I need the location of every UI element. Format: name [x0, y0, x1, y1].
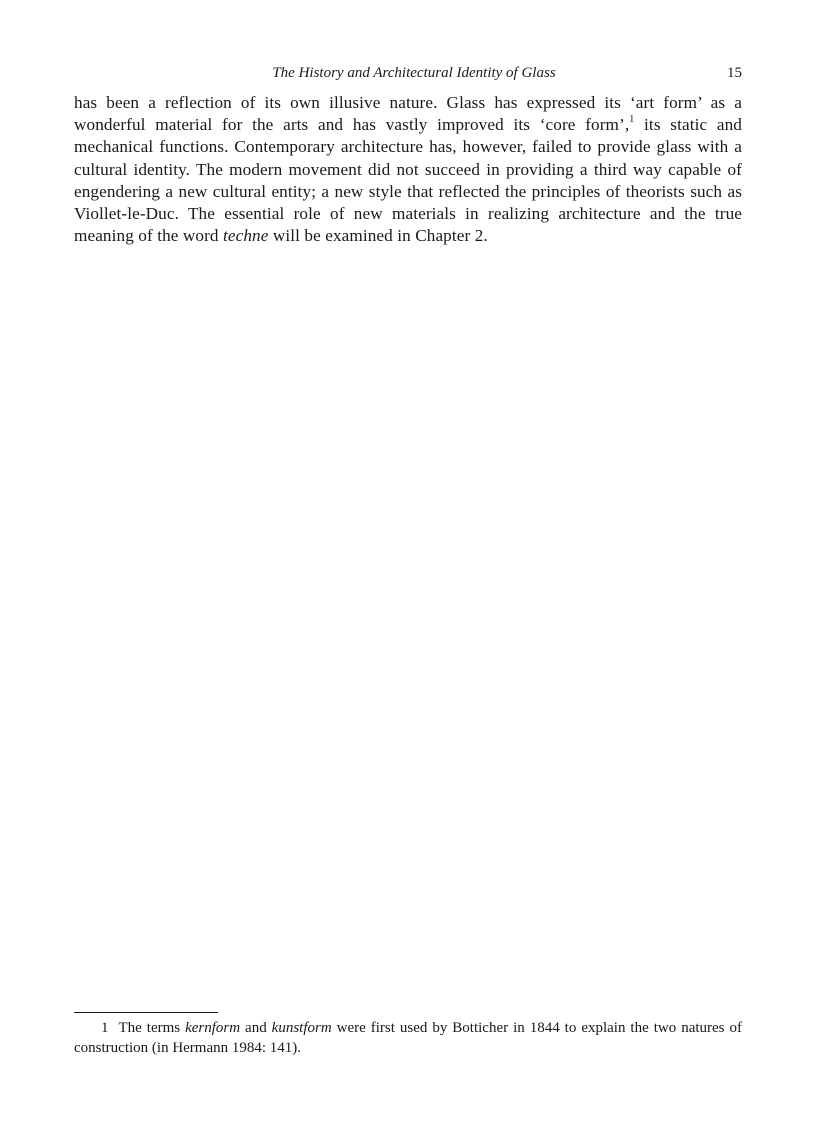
footnote-divider	[74, 1012, 218, 1013]
body-paragraph	[74, 92, 742, 247]
body-text-segment: will be examined in Chapter 2.	[268, 226, 488, 246]
footnote-italic-term: kernform	[185, 1020, 241, 1036]
running-header	[74, 62, 742, 84]
running-title: The History and Architectural Identity of Glass	[272, 65, 556, 81]
italic-term: techne	[223, 226, 269, 246]
body-text-segment: its static and mechanical functions. Contemporary architecture has, however, failed to provide glass with a cultural identity. The modern movement did not succeed in providing a third way capable of engendering a new cultural entity; a new style that reflected the principles of theorists such as Viollet-le-Duc. The essential role of new materials in realizing architecture and the true meaning of the word	[74, 115, 742, 246]
body-text-segment: has been a reflection of its own illusive nature. Glass has expressed its ‘art form’ as a wonderful material for the arts and has vastly improved its ‘core form’,	[74, 93, 742, 135]
footnote-text-segment: The terms	[118, 1020, 186, 1036]
footnote-text-segment: and	[240, 1020, 272, 1036]
footnote	[74, 1018, 742, 1058]
footnote-reference[interactable]: 1	[629, 114, 635, 126]
page-number: 15	[727, 65, 742, 81]
footnote-italic-term: kunstform	[271, 1020, 332, 1036]
footnote-text-segment: were first used by Botticher in 1844 to explain the two natures of construction (in Hermann 1984: 141).	[74, 1020, 742, 1056]
footnote-number: 1	[101, 1020, 109, 1036]
